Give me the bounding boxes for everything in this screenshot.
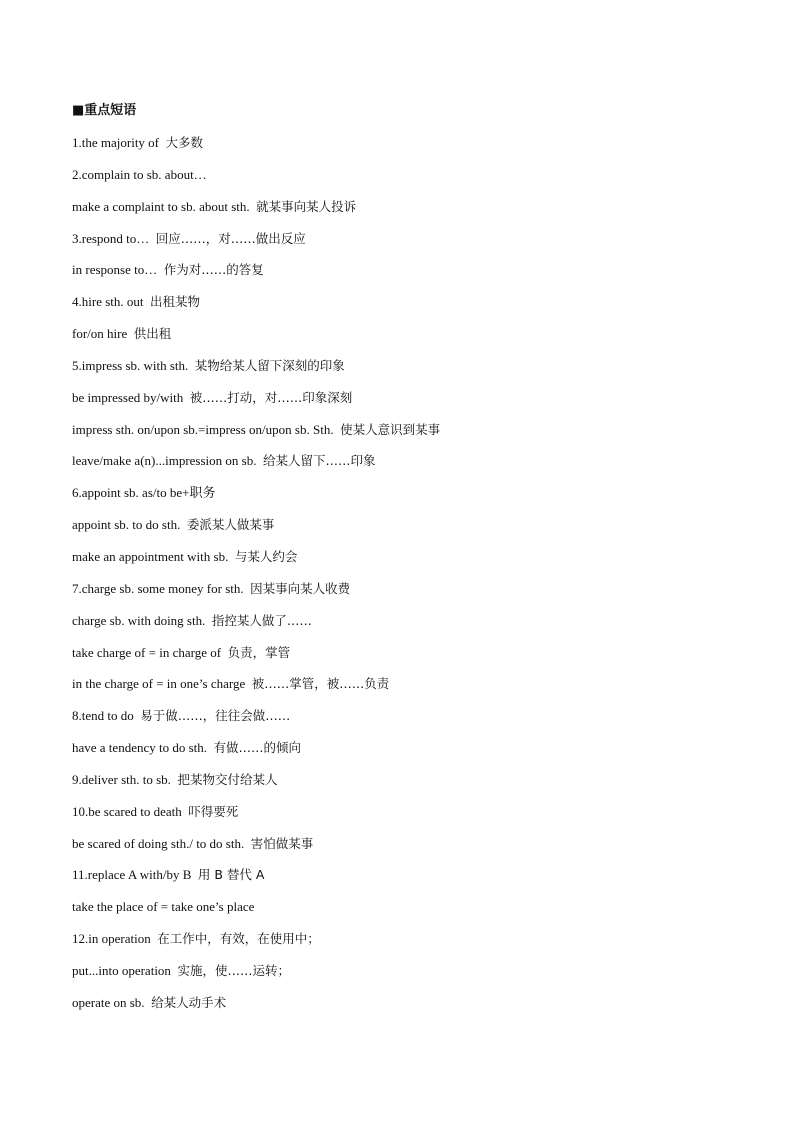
phrase-english: be impressed by/with (72, 389, 184, 405)
phrase-line (72, 993, 752, 1025)
phrase-chinese-meaning: 吓得要死 (188, 803, 239, 819)
phrase-english: 8.tend to do (72, 708, 134, 724)
phrase-list (72, 133, 752, 1025)
phrase-line (72, 451, 752, 483)
phrase-english: 12.in operation (72, 931, 151, 947)
phrase-line (72, 897, 752, 929)
phrase-chinese-meaning: 有做……的倾向 (213, 740, 302, 756)
phrase-english: leave/make a(n)...impression on sb. (72, 453, 257, 469)
phrase-chinese-meaning: 被……掌管，被……负责 (251, 676, 390, 692)
phrase-english: make an appointment with sb. (72, 548, 229, 564)
phrase-english: take the place of = take one’s place (72, 899, 255, 915)
phrase-english: 11.replace A with/by B (72, 867, 192, 883)
phrase-line (72, 260, 752, 292)
phrase-english: operate on sb. (72, 994, 145, 1010)
phrase-line (72, 388, 752, 420)
phrase-chinese-meaning: 某物给某人留下深刻的印象 (194, 357, 345, 373)
phrase-line (72, 356, 752, 388)
phrase-chinese-meaning: 出租某物 (150, 294, 201, 310)
phrase-line (72, 706, 752, 738)
phrase-english: impress sth. on/upon sb.=impress on/upon sb. Sth. (72, 421, 334, 437)
phrase-line (72, 738, 752, 770)
phrase-line (72, 483, 752, 515)
section-heading: ■重点短语 (72, 103, 137, 118)
phrase-english: make a complaint to sb. about sth. (72, 198, 250, 214)
phrase-line (72, 420, 752, 452)
phrase-line (72, 292, 752, 324)
phrase-english: 10.be scared to death (72, 803, 182, 819)
phrase-english: 2.complain to sb. about… (72, 166, 207, 182)
phrase-chinese-meaning: 易于做……，往往会做…… (140, 708, 291, 724)
phrase-line (72, 611, 752, 643)
phrase-chinese-meaning: 使某人意识到某事 (340, 421, 441, 437)
phrase-chinese-meaning: 给某人留下……印象 (262, 453, 376, 469)
phrase-chinese-meaning: 实施，使……运转； (177, 962, 290, 978)
phrase-chinese-meaning: 委派某人做某事 (186, 517, 275, 533)
phrase-line (72, 961, 752, 993)
phrase-line (72, 197, 752, 229)
phrase-english: take charge of = in charge of (72, 644, 222, 660)
phrase-english: for/on hire (72, 326, 128, 342)
document-page (72, 101, 752, 1025)
phrase-chinese-meaning: 被……打动，对……印象深刻 (189, 389, 353, 405)
phrase-english: 1.the majority of (72, 135, 160, 150)
phrase-line (72, 834, 752, 866)
phrase-line (72, 165, 752, 197)
phrase-chinese-meaning: 供出租 (133, 326, 172, 342)
phrase-chinese-meaning: 指控某人做了…… (211, 612, 312, 628)
phrase-chinese-meaning: 给某人动手术 (151, 994, 227, 1010)
phrase-line (72, 579, 752, 611)
phrase-english: 5.impress sb. with sth. (72, 357, 189, 373)
phrase-chinese-meaning: 就某事向某人投诉 (256, 198, 357, 214)
phrase-line (72, 515, 752, 547)
phrase-chinese-meaning: 把某物交付给某人 (177, 771, 278, 787)
phrase-chinese-meaning: 害怕做某事 (250, 835, 314, 851)
phrase-english: in the charge of = in one’s charge (72, 676, 246, 692)
phrase-line (72, 802, 752, 834)
phrase-english: be scared of doing sth./ to do sth. (72, 835, 245, 851)
phrase-english: 7.charge sb. some money for sth. (72, 580, 244, 596)
phrase-chinese-meaning: 在工作中，有效，在使用中； (157, 931, 320, 947)
phrase-chinese-meaning: 作为对……的答复 (163, 262, 264, 278)
phrase-english: charge sb. with doing sth. (72, 612, 206, 628)
phrase-line (72, 324, 752, 356)
phrase-line (72, 770, 752, 802)
phrase-line (72, 865, 752, 897)
phrase-english: 9.deliver sth. to sb. (72, 771, 171, 787)
phrase-chinese-meaning: 用 B 替代 A (197, 867, 265, 883)
phrase-english: have a tendency to do sth. (72, 740, 208, 756)
phrase-chinese-meaning: 因某事向某人收费 (250, 580, 351, 596)
phrase-english: 6.appoint sb. as/to be+职务 (72, 485, 216, 501)
phrase-line (72, 929, 752, 961)
phrase-chinese-meaning: 负责，掌管 (227, 644, 291, 660)
phrase-english: put...into operation (72, 962, 171, 978)
phrase-english: appoint sb. to do sth. (72, 517, 181, 533)
phrase-line (72, 674, 752, 706)
phrase-chinese-meaning: 大多数 (165, 135, 204, 150)
phrase-english: 3.respond to… (72, 230, 150, 246)
phrase-chinese-meaning: 回应……，对……做出反应 (155, 230, 306, 246)
phrase-line (72, 229, 752, 261)
phrase-line (72, 547, 752, 579)
phrase-english: 4.hire sth. out (72, 294, 144, 310)
phrase-line (72, 643, 752, 675)
phrase-line (72, 133, 752, 165)
phrase-chinese-meaning: 与某人约会 (234, 548, 298, 564)
phrase-english: in response to… (72, 262, 158, 278)
